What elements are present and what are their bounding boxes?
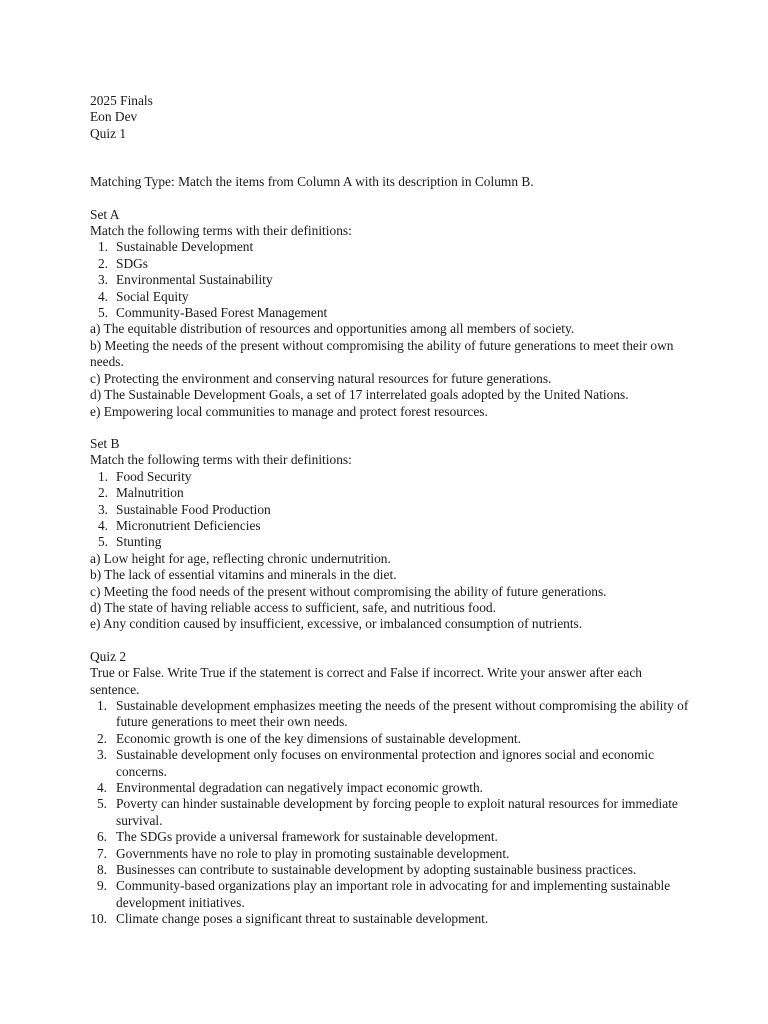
list-item: 2. SDGs <box>97 255 148 271</box>
set-a-definitions <box>90 321 690 419</box>
matching-instructions: Matching Type: Match the items from Column A with its description in Column B. <box>90 174 534 190</box>
list-item: 1. Sustainable development emphasizes meeting the needs of the present without compromising the ability of future generations to meet their own needs. <box>96 698 689 730</box>
list-item: 2. Economic growth is one of the key dimensions of sustainable development. <box>96 730 521 746</box>
definition-item: c) Meeting the food needs of the present without compromising the ability of future generations. <box>90 583 607 599</box>
list-item: 5. Community-Based Forest Management <box>97 305 328 321</box>
list-item: 3. Environmental Sustainability <box>97 272 273 288</box>
quiz2-title: Quiz 2 <box>90 648 127 664</box>
set-a-title: Set A <box>90 206 120 222</box>
set-b-title: Set B <box>90 435 120 451</box>
list-item: 10. Climate change poses a significant threat to sustainable development. <box>90 911 489 927</box>
quiz2-instructions: True or False. Write True if the statement is correct and False if incorrect. Write your answer after each sentence. <box>90 665 642 697</box>
list-item: 1. Food Security <box>97 468 192 484</box>
list-item: 2. Malnutrition <box>97 485 184 501</box>
definition-item: c) Protecting the environment and conserving natural resources for future generations. <box>90 370 552 386</box>
definition-item: b) The lack of essential vitamins and minerals in the diet. <box>90 567 397 583</box>
definition-item: b) Meeting the needs of the present without compromising the ability of future generations to meet their own needs. <box>90 337 674 370</box>
header-course: Eon Dev <box>90 109 138 125</box>
spacer <box>90 191 690 207</box>
document-body <box>90 93 690 928</box>
definition-item: e) Empowering local communities to manage and protect forest resources. <box>90 403 488 419</box>
list-item: 3. Sustainable development only focuses on environmental protection and ignores social and economic concerns. <box>96 747 655 779</box>
spacer <box>90 633 690 649</box>
list-item: 6. The SDGs provide a universal framework for sustainable development. <box>96 829 498 845</box>
definition-item: d) The Sustainable Development Goals, a set of 17 interrelated goals adopted by the United Nations. <box>90 387 629 403</box>
list-item: 4. Environmental degradation can negatively impact economic growth. <box>96 780 484 796</box>
quiz2-statements <box>90 698 690 928</box>
list-item: 1. Sustainable Development <box>97 239 254 255</box>
quiz1-title: Quiz 1 <box>90 125 127 141</box>
list-item: 7. Governments have no role to play in promoting sustainable development. <box>96 845 510 861</box>
definition-item: a) Low height for age, reflecting chronic undernutrition. <box>90 550 391 566</box>
definition-item: d) The state of having reliable access to sufficient, safe, and nutritious food. <box>90 599 496 615</box>
list-item: 9. Community-based organizations play an important role in advocating for and implementing sustainable development initiatives. <box>96 878 671 910</box>
list-item: 8. Businesses can contribute to sustainable development by adopting sustainable business practices. <box>96 862 637 878</box>
spacer <box>90 420 690 436</box>
spacer <box>90 142 690 174</box>
list-item: 4. Social Equity <box>97 288 189 304</box>
set-a-prompt: Match the following terms with their definitions: <box>90 223 352 239</box>
list-item: 5. Stunting <box>97 534 162 550</box>
list-item: 5. Poverty can hinder sustainable development by forcing people to exploit natural resources for immediate survival. <box>96 796 678 828</box>
set-b-terms <box>90 469 690 551</box>
definition-item: e) Any condition caused by insufficient, excessive, or imbalanced consumption of nutrients. <box>90 616 583 632</box>
set-b-prompt: Match the following terms with their definitions: <box>90 452 352 468</box>
definition-item: a) The equitable distribution of resources and opportunities among all members of society. <box>90 321 575 337</box>
set-b-definitions <box>90 551 690 633</box>
list-item: 4. Micronutrient Deficiencies <box>97 517 261 533</box>
list-item: 3. Sustainable Food Production <box>97 501 271 517</box>
set-a-terms <box>90 239 690 321</box>
header-year: 2025 Finals <box>90 93 153 108</box>
